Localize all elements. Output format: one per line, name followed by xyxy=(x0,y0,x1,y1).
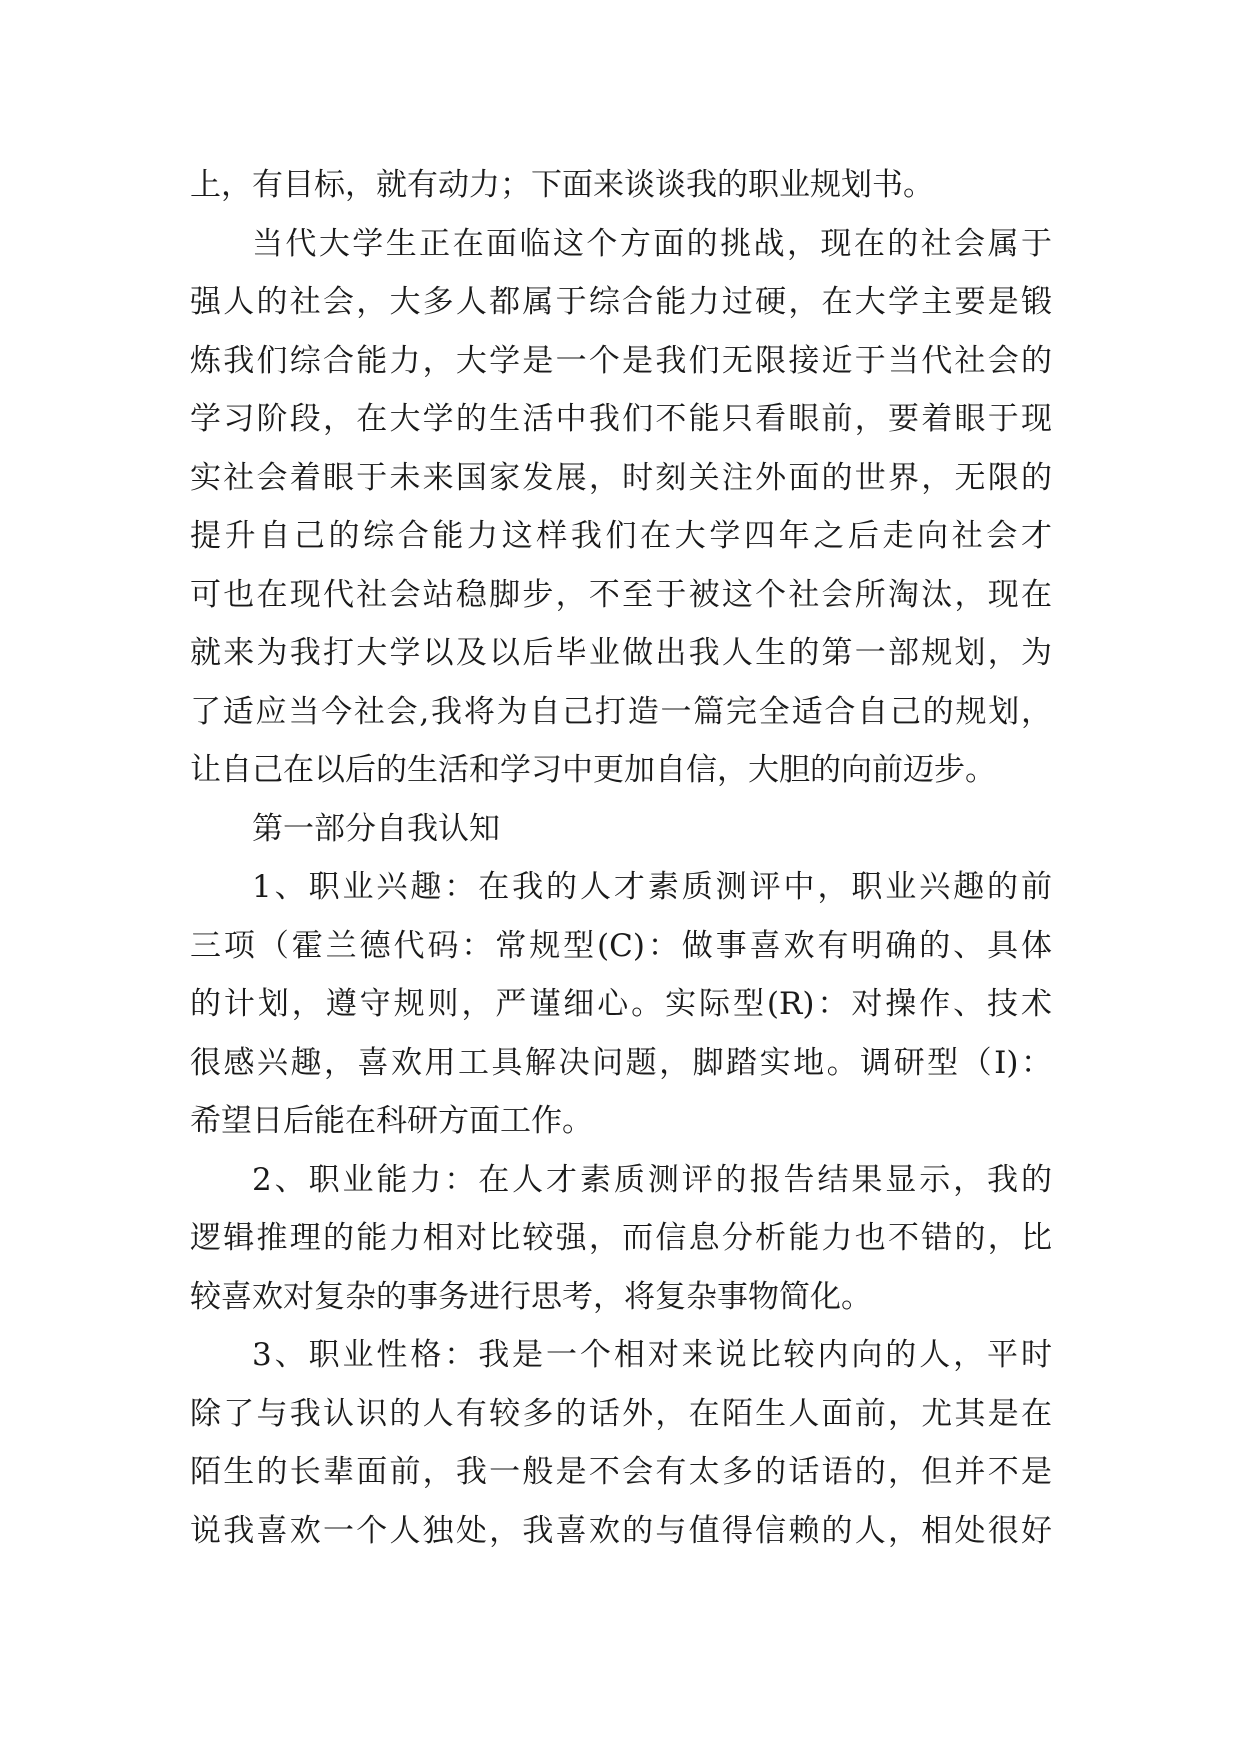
text-line: 炼我们综合能力，大学是一个是我们无限接近于当代社会的 xyxy=(190,342,1052,379)
text-line: 了适应当今社会,我将为自己打造一篇完全适合自己的规划， xyxy=(190,693,1052,730)
text-line: 实社会着眼于未来国家发展，时刻关注外面的世界，无限的 xyxy=(190,459,1052,496)
text-line: 除了与我认识的人有较多的话外，在陌生人面前，尤其是在 xyxy=(190,1395,1052,1432)
text-line: 1、职业兴趣：在我的人才素质测评中，职业兴趣的前 xyxy=(252,869,1052,905)
section-heading: 第一部分自我认知 xyxy=(252,810,500,847)
text-line: 较喜欢对复杂的事务进行思考，将复杂事物简化。 xyxy=(190,1278,872,1315)
text-line: 的计划，遵守规则，严谨细心。实际型(R)：对操作、技术 xyxy=(190,986,1052,1022)
text-line: 提升自己的综合能力这样我们在大学四年之后走向社会才 xyxy=(190,518,1052,554)
text-line: 很感兴趣，喜欢用工具解决问题，脚踏实地。调研型（I)： xyxy=(190,1044,1052,1081)
text-line: 3、职业性格：我是一个相对来说比较内向的人，平时 xyxy=(252,1337,1052,1373)
text-line: 逻辑推理的能力相对比较强，而信息分析能力也不错的，比 xyxy=(190,1220,1052,1256)
text-line: 上，有目标，就有动力；下面来谈谈我的职业规划书。 xyxy=(190,167,934,203)
text-line: 希望日后能在科研方面工作。 xyxy=(190,1103,593,1139)
text-line: 让自己在以后的生活和学习中更加自信，大胆的向前迈步。 xyxy=(190,752,996,788)
text-line: 三项（霍兰德代码：常规型(C)：做事喜欢有明确的、具体 xyxy=(190,927,1052,964)
document-body xyxy=(190,156,1052,1560)
text-line: 当代大学生正在面临这个方面的挑战，现在的社会属于 xyxy=(252,225,1052,262)
text-line: 说我喜欢一个人独处，我喜欢的与值得信赖的人，相处很好 xyxy=(190,1512,1052,1549)
text-line: 陌生的长辈面前，我一般是不会有太多的话语的，但并不是 xyxy=(190,1454,1052,1490)
text-line: 强人的社会，大多人都属于综合能力过硬，在大学主要是锻 xyxy=(190,284,1052,320)
text-line: 2、职业能力：在人才素质测评的报告结果显示，我的 xyxy=(252,1161,1052,1198)
text-line: 就来为我打大学以及以后毕业做出我人生的第一部规划，为 xyxy=(190,635,1052,671)
text-line: 学习阶段，在大学的生活中我们不能只看眼前，要着眼于现 xyxy=(190,401,1052,437)
text-line: 可也在现代社会站稳脚步，不至于被这个社会所淘汰，现在 xyxy=(190,576,1052,613)
